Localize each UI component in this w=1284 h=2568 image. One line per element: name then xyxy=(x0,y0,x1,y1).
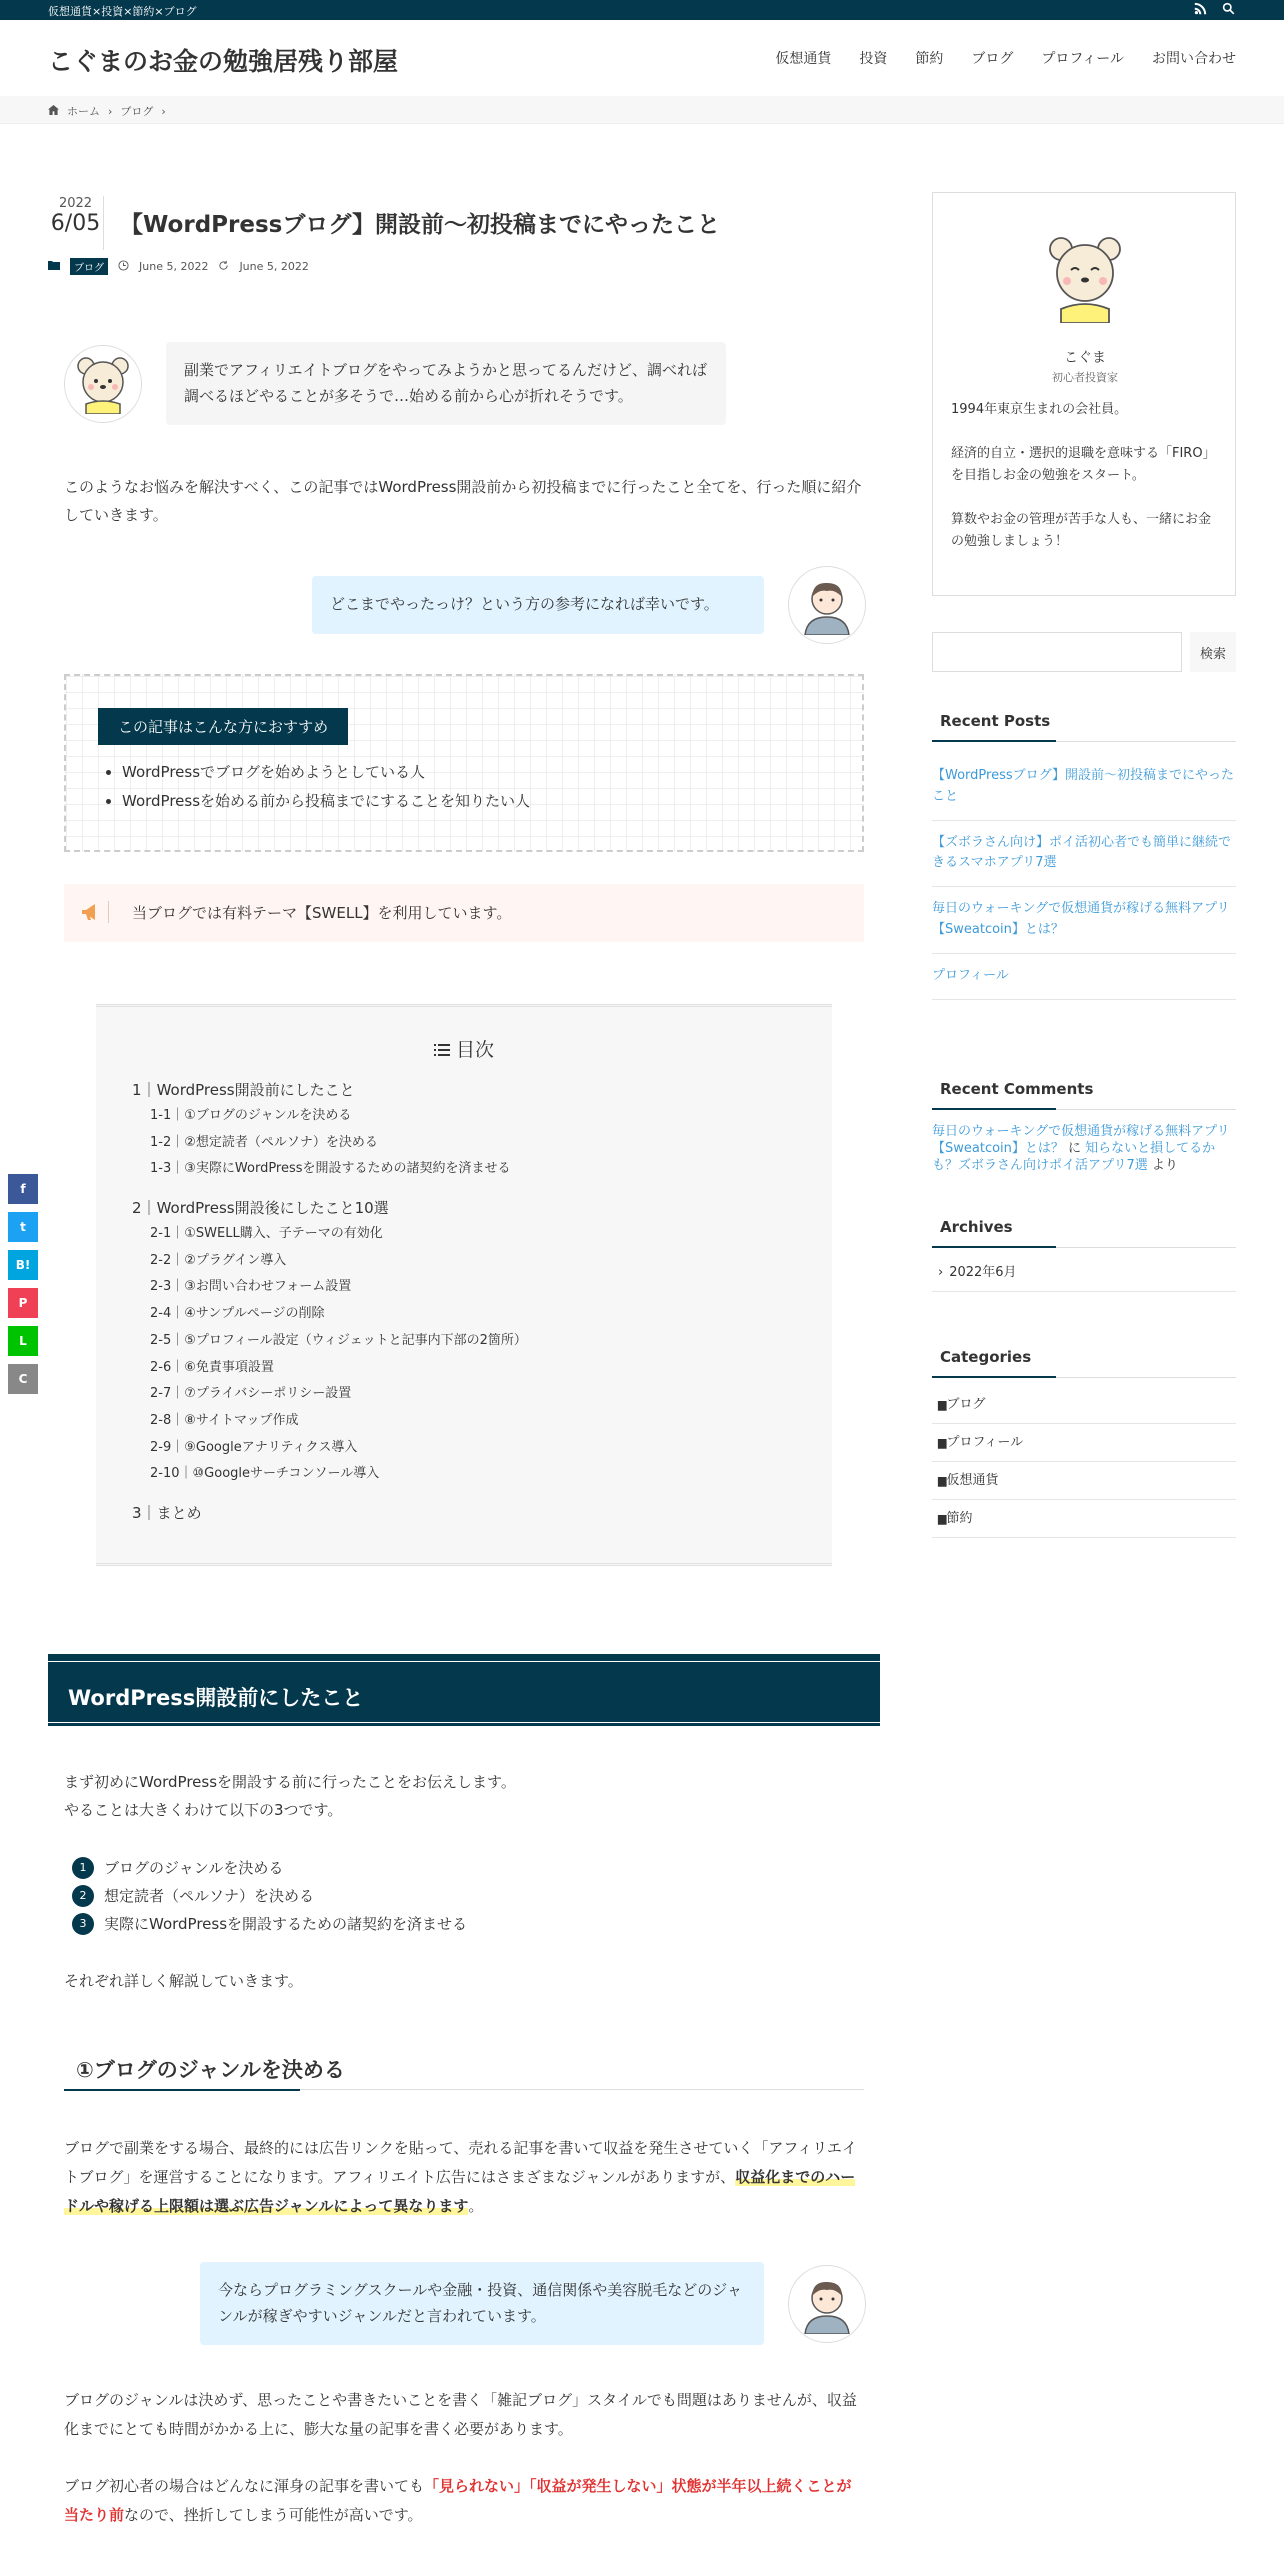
emphasis-text: 「見られない」「収益が発生しない」状態が半年以上続くことが当たり前 xyxy=(64,2477,852,2524)
toc-subitem[interactable]: 2-5｜⑤プロフィール設定（ウィジェットと記事内下部の2箇所） xyxy=(150,1332,527,1348)
paragraph: それぞれ詳しく解説していきます。 xyxy=(64,1972,303,1990)
speech-balloon xyxy=(200,2262,866,2345)
recent-post-link[interactable]: 毎日のウォーキングで仮想通貨が稼げる無料アプリ【Sweatcoin】とは？ xyxy=(932,887,1236,954)
balloon-text: どこまでやったっけ？という方の参考になれば幸いです。 xyxy=(312,576,764,634)
section-heading xyxy=(48,1654,880,1726)
rss-icon[interactable] xyxy=(1194,2,1208,16)
folder-icon: ▆ xyxy=(938,1436,947,1449)
speech-balloon xyxy=(312,566,866,644)
copy-link-button[interactable]: C xyxy=(8,1364,38,1394)
category-link[interactable]: ▆プロフィール xyxy=(932,1424,1236,1462)
profile-role: 初心者投資家 xyxy=(1052,371,1118,384)
chevron-right-icon: › xyxy=(938,1265,944,1280)
list-item: 1 ブログのジャンルを決める xyxy=(72,1854,467,1882)
step-number: 1 xyxy=(72,1857,94,1879)
twitter-share-button[interactable]: t xyxy=(8,1212,38,1242)
toc-list xyxy=(132,1077,527,1526)
recommend-box xyxy=(64,674,864,852)
categories-list xyxy=(932,1386,1236,1538)
published-date: June 5, 2022 xyxy=(139,260,209,273)
widget-title: Recent Comments xyxy=(932,1074,1236,1110)
recent-posts-list xyxy=(932,754,1236,1000)
toc-subitem[interactable]: 1-1｜①ブログのジャンルを決める xyxy=(150,1108,352,1123)
recent-post-link[interactable]: 【WordPressブログ】開設前〜初投稿までにやったこと xyxy=(932,754,1236,821)
search-input[interactable] xyxy=(932,632,1182,672)
refresh-icon xyxy=(218,260,229,274)
step-number: 2 xyxy=(72,1885,94,1907)
nav-item-blog[interactable]: ブログ xyxy=(971,51,1014,67)
recent-comment: 毎日のウォーキングで仮想通貨が稼げる無料アプリ【Sweatcoin】とは？ に 知らないと損してるかも？ズボラさん向けポイ活アプリ7選 より xyxy=(932,1124,1230,1173)
toc-item[interactable]: 2｜WordPress開設後にしたこと10選 xyxy=(132,1199,389,1218)
table-of-contents xyxy=(96,1004,832,1566)
subsection-heading xyxy=(64,2048,864,2090)
nav-item-invest[interactable]: 投資 xyxy=(859,51,888,67)
post-year: 2022 xyxy=(58,196,93,211)
topbar-icons xyxy=(1194,2,1236,16)
chevron-right-icon: › xyxy=(108,104,113,118)
step-list xyxy=(72,1854,467,1938)
nav-item-saving[interactable]: 節約 xyxy=(915,51,944,67)
category-link[interactable]: ▆節約 xyxy=(932,1500,1236,1538)
balloon-text: 副業でアフィリエイトブログをやってみようかと思ってるんだけど、調べれば調べるほどやることが多そうで…始める前から心が折れそうです。 xyxy=(166,342,726,425)
paragraph: ブログ初心者の場合はどんなに渾身の記事を書いても「見られない」「収益が発生しない」状態が半年以上続くことが当たり前なので、挫折してしまう可能性が高いです。 xyxy=(64,2477,852,2524)
post-meta xyxy=(48,258,309,275)
nav-item-profile[interactable]: プロフィール xyxy=(1041,51,1124,67)
pocket-share-button[interactable]: P xyxy=(8,1288,38,1318)
megaphone-icon xyxy=(80,901,109,923)
nav-item-contact[interactable]: お問い合わせ xyxy=(1152,51,1236,67)
updated-date: June 5, 2022 xyxy=(239,260,309,273)
balloon-text: 今ならプログラミングスクールや金融・投資、通信関係や美容脱毛などのジャンルが稼ぎやすいジャンルだと言われています。 xyxy=(200,2262,764,2345)
toc-subitem[interactable]: 2-4｜④サンプルページの削除 xyxy=(150,1306,325,1322)
category-tag[interactable]: ブログ xyxy=(70,258,108,275)
notice-text: 当ブログでは有料テーマ【SWELL】を利用しています。 xyxy=(132,904,512,922)
paragraph: ブログのジャンルは決めず、思ったことや書きたいことを書く「雑記ブログ」スタイルでも問題はありませんが、収益化までにとても時間がかかる上に、膨大な量の記事を書く必要があります。 xyxy=(64,2391,857,2438)
notice-box xyxy=(64,884,864,942)
breadcrumb-home[interactable]: ホーム xyxy=(67,105,100,118)
list-icon xyxy=(434,1040,450,1062)
post-date-box xyxy=(48,196,104,250)
list-item: • WordPressを始める前から投稿までにすることを知りたい人 xyxy=(122,787,530,816)
hatena-share-button[interactable]: B! xyxy=(8,1250,38,1280)
search-widget xyxy=(932,632,1236,672)
category-link[interactable]: ▆ブログ xyxy=(932,1386,1236,1424)
home-icon xyxy=(48,105,59,118)
breadcrumb xyxy=(0,96,1284,124)
toc-title: 目次 xyxy=(96,1035,832,1062)
step-number: 3 xyxy=(72,1913,94,1935)
man-avatar xyxy=(788,566,866,644)
clock-icon xyxy=(118,260,129,274)
search-button[interactable]: 検索 xyxy=(1190,632,1236,672)
toc-subitem[interactable]: 1-2｜②想定読者（ペルソナ）を決める xyxy=(150,1134,378,1150)
widget-title: Archives xyxy=(932,1212,1236,1248)
comment-post-link[interactable]: 毎日のウォーキングで仮想通貨が稼げる無料アプリ【Sweatcoin】とは？ xyxy=(932,1124,1230,1156)
category-link[interactable]: ▆仮想通貨 xyxy=(932,1462,1236,1500)
toc-subitem[interactable]: 2-1｜①SWELL購入、子テーマの有効化 xyxy=(150,1226,383,1242)
share-buttons xyxy=(8,1174,38,1402)
widget-title: Categories xyxy=(932,1342,1236,1378)
toc-subitem[interactable]: 2-9｜⑨Googleアナリティクス導入 xyxy=(150,1439,358,1455)
profile-bio: 1994年東京生まれの会社員。 経済的自立・選択的退職を意味する「FIRO」を目指しお金の勉強をスタート。 算数やお金の管理が苦手な人も、一緒にお金の勉強しましょう！ xyxy=(951,402,1216,550)
recent-post-link[interactable]: 【ズボラさん向け】ポイ活初心者でも簡単に継続できるスマホアプリ7選 xyxy=(932,821,1236,888)
paragraph: ブログで副業をする場合、最終的には広告リンクを貼って、売れる記事を書いて収益を発生させていく「アフィリエイトブログ」を運営することになります。アフィリエイト広告にはさまざまなジャンルがありますが、収益化までのハードルや稼げる上限額は選ぶ広告ジャンルによって異なります。 xyxy=(64,2139,857,2215)
list-item: 2 想定読者（ペルソナ）を決める xyxy=(72,1882,467,1910)
top-bar xyxy=(0,0,1284,20)
intro-paragraph: このようなお悩みを解決すべく、この記事ではWordPress開設前から初投稿までに行ったこと全てを、行った順に紹介していきます。 xyxy=(64,478,862,524)
site-tagline: 仮想通貨×投資×節約×ブログ xyxy=(48,5,197,18)
line-share-button[interactable]: L xyxy=(8,1326,38,1356)
recommend-label: この記事はこんな方におすすめ xyxy=(98,708,348,745)
widget-title: Recent Posts xyxy=(932,706,1236,742)
nav-item-crypto[interactable]: 仮想通貨 xyxy=(775,51,832,67)
recent-post-link[interactable]: プロフィール xyxy=(932,954,1236,1000)
bear-avatar xyxy=(1045,233,1125,323)
site-title[interactable]: こぐまのお金の勉強居残り部屋 xyxy=(48,47,399,76)
bear-avatar xyxy=(64,345,142,423)
archive-link[interactable]: › 2022年6月 xyxy=(932,1254,1236,1292)
folder-icon: ▆ xyxy=(938,1474,947,1487)
archives-list xyxy=(932,1254,1236,1292)
global-nav xyxy=(775,48,1236,68)
paragraph: まず初めにWordPressを開設する前に行ったことをお伝えします。 やることは大きくわけて以下の3つです。 xyxy=(64,1773,516,1819)
breadcrumb-blog[interactable]: ブログ xyxy=(120,105,154,118)
toc-subitem[interactable]: 2-2｜②プラグイン導入 xyxy=(150,1252,287,1268)
speech-balloon xyxy=(64,342,726,425)
folder-icon xyxy=(48,260,60,273)
list-item: 3 実際にWordPressを開設するための諸契約を済ませる xyxy=(72,1910,467,1938)
folder-icon: ▆ xyxy=(938,1398,947,1411)
site-header xyxy=(0,20,1284,96)
section-title: WordPress開設前にしたこと xyxy=(68,1686,364,1710)
toc-item[interactable]: 1｜WordPress開設前にしたこと xyxy=(132,1081,355,1099)
folder-icon: ▆ xyxy=(938,1512,947,1525)
chevron-right-icon: › xyxy=(161,104,166,118)
toc-subitem[interactable]: 2-3｜③お問い合わせフォーム設置 xyxy=(150,1279,352,1295)
comment-author-link[interactable]: 知らないと損してるかも？ズボラさん向けポイ活アプリ7選 xyxy=(932,1140,1216,1173)
subsection-title: ①ブログのジャンルを決める xyxy=(76,2058,345,2082)
post-title: 【WordPressブログ】開設前〜初投稿までにやったこと xyxy=(120,212,721,238)
recommend-list xyxy=(122,758,530,815)
toc-subitem[interactable]: 2-7｜⑦プライバシーポリシー設置 xyxy=(150,1386,352,1402)
toc-item[interactable]: 3｜まとめ xyxy=(132,1503,202,1522)
man-avatar xyxy=(788,2265,866,2343)
search-icon[interactable] xyxy=(1222,2,1236,16)
toc-subitem[interactable]: 2-6｜⑥免責事項設置 xyxy=(150,1359,274,1375)
toc-subitem[interactable]: 2-8｜⑧サイトマップ作成 xyxy=(150,1412,299,1428)
post-month-day: 6/05 xyxy=(50,211,101,236)
list-item: • WordPressでブログを始めようとしている人 xyxy=(122,758,530,787)
toc-subitem[interactable]: 1-3｜③実際にWordPressを開設するための諸契約を済ませる xyxy=(150,1161,511,1177)
profile-widget xyxy=(932,192,1236,596)
highlight-text: 収益化までのハードルや稼げる上限額は選ぶ広告ジャンルによって異なります xyxy=(64,2168,856,2215)
toc-subitem[interactable]: 2-10｜⑩Googleサーチコンソール導入 xyxy=(150,1466,380,1482)
profile-name: こぐま xyxy=(1064,350,1106,366)
facebook-share-button[interactable]: f xyxy=(8,1174,38,1204)
